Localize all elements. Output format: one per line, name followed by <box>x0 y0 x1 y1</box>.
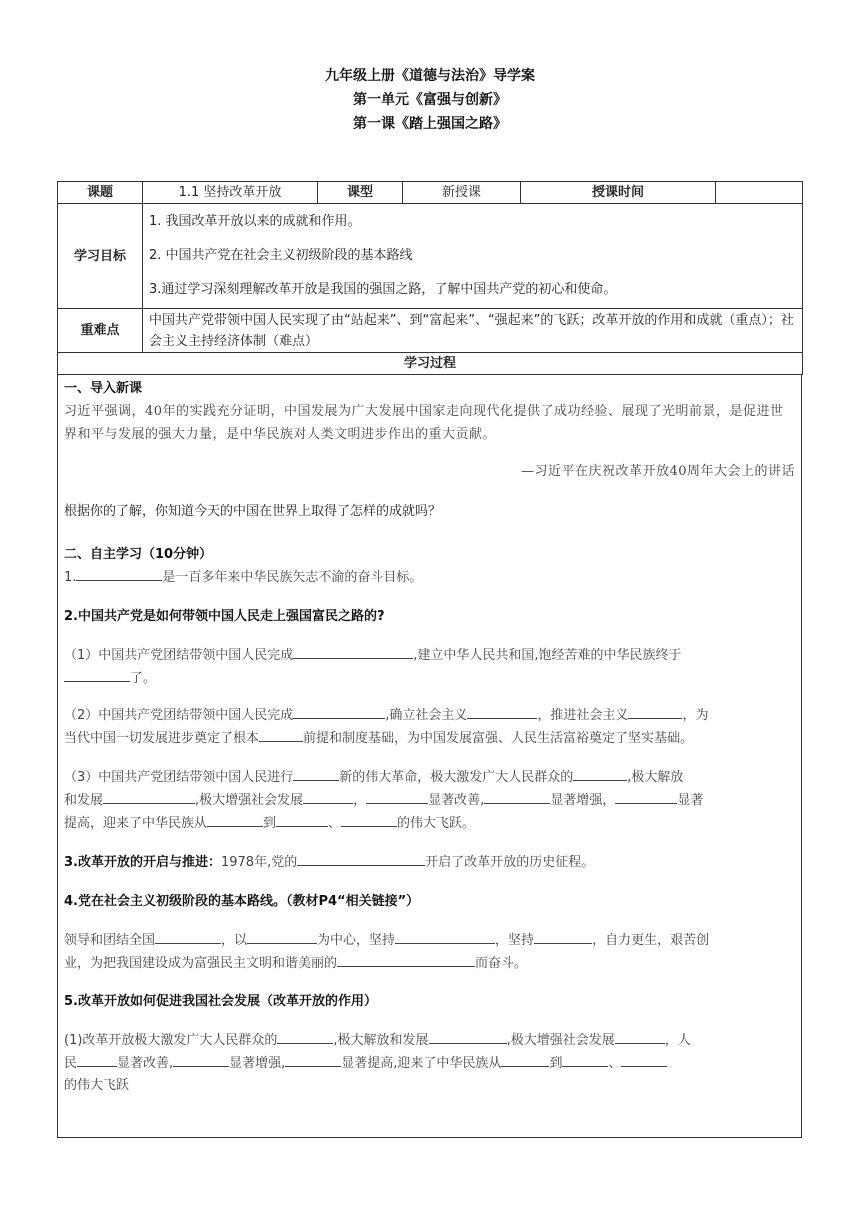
fill-blank[interactable] <box>259 727 303 742</box>
lesson-meta-table <box>57 181 803 375</box>
fill-blank[interactable] <box>484 789 550 804</box>
fill-blank[interactable] <box>293 704 385 719</box>
fill-blank[interactable] <box>621 1052 667 1067</box>
goal-item: 1. 我国改革开放以来的成就和作用。 <box>149 214 361 229</box>
document-header <box>0 64 860 136</box>
fill-blank[interactable] <box>173 1052 229 1067</box>
q2-title: 2.中国共产党是如何带领中国人民走上强国富民之路的? <box>64 609 385 624</box>
q4-body: 领导和团结全国 ，以 为中心，坚持 ，坚持 ，自力更生，艰苦创 业，为把我国建设成为富强民主文明和谐美丽的 而奋斗。 <box>64 929 795 975</box>
fill-blank[interactable] <box>297 851 425 866</box>
key-points-text: 中国共产党带领中国人民实现了由“站起来”、到“富起来”、“强起来”的飞跃；改革开放的作用和成就（重点）；社会主义主持经济体制（难点） <box>143 309 803 353</box>
fill-blank[interactable] <box>341 812 397 827</box>
fill-blank[interactable] <box>64 667 130 682</box>
goal-item: 3.通过学习深刻理解改革开放是我国的强国之路，了解中国共产党的初心和使命。 <box>149 282 617 297</box>
q2-item2: （2）中国共产党团结带领中国人民完成 ,确立社会主义 ，推进社会主义 ，为 当代中国一切发展进步奠定了根本 前提和制度基础，为中国发展富强、人民生活富裕奠定了坚实基础。 <box>64 704 795 750</box>
learning-process-box <box>57 374 802 1138</box>
fill-blank[interactable] <box>615 789 677 804</box>
process-label: 学习过程 <box>58 353 803 375</box>
goal-item: 2. 中国共产党在社会主义初级阶段的基本路线 <box>149 248 413 263</box>
q3: 3.改革开放的开启与推进：1978年,党的 开启了改革开放的历史征程。 <box>64 851 795 874</box>
fill-blank[interactable] <box>276 812 328 827</box>
q5-body: (1)改革开放极大激发广大人民群众的 ,极大解放和发展 ,极大增强社会发展 ，人 民 显著改善, 显著增强, 显著提高,迎来了中华民族从 到 、 的伟大飞跃 <box>64 1029 795 1097</box>
quote-source: —习近平在庆祝改革开放40周年大会上的讲话 <box>520 464 795 479</box>
q5-title: 5.改革开放如何促进我国社会发展（改革开放的作用） <box>64 994 377 1009</box>
fill-blank[interactable] <box>293 766 339 781</box>
q2-item1: （1）中国共产党团结带领中国人民完成 ,建立中华人民共和国,饱经苦难的中华民族终于 了。 <box>64 644 795 690</box>
doc-title: 九年级上册《道德与法治》导学案 <box>325 68 535 84</box>
q1: 1. 是一百多年来中华民族矢志不渝的奋斗目标。 <box>64 566 795 589</box>
topic-value: 1.1 坚持改革开放 <box>143 182 318 204</box>
fill-blank[interactable] <box>366 789 428 804</box>
fill-blank[interactable] <box>395 929 495 944</box>
section2-title: 二、自主学习（10分钟） <box>64 547 213 562</box>
intro-quote: 习近平强调，40年的实践充分证明，中国发展为广大发展中国家走向现代化提供了成功经验、展现了光明前景，是促进世界和平与发展的强大力量，是中华民族对人类文明进步作出的重大贡献。 <box>64 404 784 442</box>
fill-blank[interactable] <box>155 929 221 944</box>
type-value: 新授课 <box>403 182 521 204</box>
intro-question: 根据你的了解，你知道今天的中国在世界上取得了怎样的成就吗？ <box>64 504 442 519</box>
fill-blank[interactable] <box>247 929 317 944</box>
section1-title: 一、导入新课 <box>64 381 143 396</box>
fill-blank[interactable] <box>207 812 263 827</box>
q2-item3: （3）中国共产党团结带领中国人民进行 新的伟大革命，极大激发广大人民群众的 ,极大解放 和发展 ,极大增强社会发展 ， 显著改善, 显著增强， 显著 提高，迎来了中华民族从 到 、 的伟大飞跃。 <box>64 766 795 835</box>
fill-blank[interactable] <box>76 566 162 581</box>
fill-blank[interactable] <box>303 789 353 804</box>
fill-blank[interactable] <box>615 1029 665 1044</box>
type-label: 课型 <box>318 182 403 204</box>
fill-blank[interactable] <box>277 1029 333 1044</box>
fill-blank[interactable] <box>534 929 592 944</box>
unit-title: 第一单元《富强与创新》 <box>353 92 507 108</box>
fill-blank[interactable] <box>285 1052 341 1067</box>
fill-blank[interactable] <box>628 704 682 719</box>
fill-blank[interactable] <box>77 1052 117 1067</box>
goals-label: 学习目标 <box>58 204 143 309</box>
fill-blank[interactable] <box>429 1029 507 1044</box>
fill-blank[interactable] <box>293 644 413 659</box>
topic-label: 课题 <box>58 182 143 204</box>
goals-cell <box>143 204 803 309</box>
q4-title: 4.党在社会主义初级阶段的基本路线。（教材P4“相关链接”） <box>64 894 420 909</box>
time-label: 授课时间 <box>521 182 716 204</box>
fill-blank[interactable] <box>562 1052 608 1067</box>
fill-blank[interactable] <box>337 952 475 967</box>
fill-blank[interactable] <box>103 789 195 804</box>
fill-blank[interactable] <box>467 704 537 719</box>
time-value <box>716 182 803 204</box>
fill-blank[interactable] <box>501 1052 549 1067</box>
lesson-title: 第一课《踏上强国之路》 <box>353 116 507 132</box>
fill-blank[interactable] <box>573 766 627 781</box>
key-points-label: 重难点 <box>58 309 143 353</box>
